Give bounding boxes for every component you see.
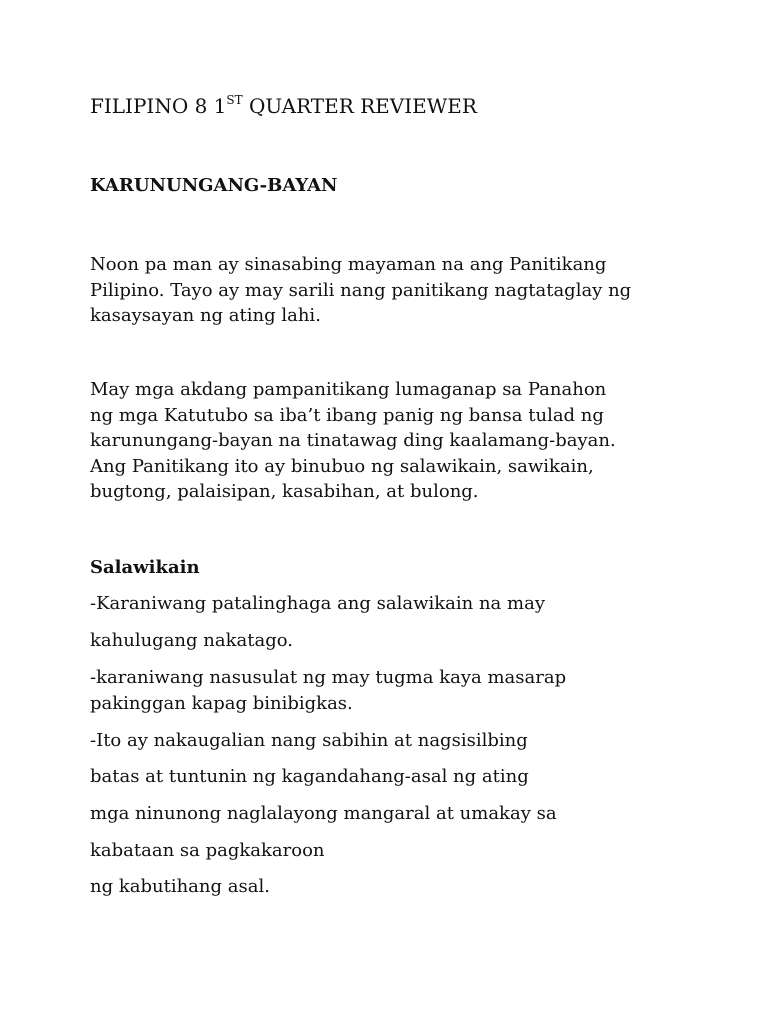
paragraph-line: May mga akdang pampanitikang lumaganap sa Panahon bbox=[90, 379, 607, 400]
paragraph-line: kasaysayan ng ating lahi. bbox=[90, 305, 321, 326]
salawikain-line: mga ninunong naglalayong mangaral at umakay sa bbox=[90, 803, 557, 824]
salawikain-line: -Karaniwang patalinghaga ang salawikain na may bbox=[90, 593, 545, 614]
paragraph-line: Ang Panitikang ito ay binubuo ng salawikain, sawikain, bbox=[90, 455, 594, 477]
title-text-suffix: QUARTER REVIEWER bbox=[242, 94, 477, 118]
subheading-salawikain: Salawikain bbox=[90, 557, 200, 578]
section-heading: KARUNUNGANG-BAYAN bbox=[90, 175, 338, 196]
paragraph-description bbox=[90, 377, 730, 505]
salawikain-line: ng kabutihang asal. bbox=[90, 876, 270, 897]
paragraph-line: ng mga Katutubo sa iba’t ibang panig ng bansa tulad ng bbox=[90, 404, 604, 426]
salawikain-line: kahulugang nakatago. bbox=[90, 630, 293, 651]
paragraph-line: karunungang-bayan na tinatawag ding kaalamang-bayan. bbox=[90, 430, 616, 451]
salawikain-line: pakinggan kapag binibigkas. bbox=[90, 693, 353, 714]
paragraph-line: Noon pa man ay sinasabing mayaman na ang Panitikang bbox=[90, 254, 607, 275]
paragraph-line: Pilipino. Tayo ay may sarili nang panitikang nagtataglay ng bbox=[90, 279, 632, 301]
title-ordinal-suffix: ST bbox=[226, 93, 243, 107]
paragraph-intro bbox=[90, 252, 730, 329]
salawikain-line: kabataan sa pagkakaroon bbox=[90, 840, 325, 861]
salawikain-line: batas at tuntunin ng kagandahang-asal ng ating bbox=[90, 766, 529, 787]
title-text: FILIPINO 8 1 bbox=[90, 94, 227, 118]
salawikain-line: -Ito ay nakaugalian nang sabihin at nagsisilbing bbox=[90, 730, 528, 751]
paragraph-line: bugtong, palaisipan, kasabihan, at bulong. bbox=[90, 481, 479, 502]
document-title bbox=[90, 92, 477, 120]
salawikain-line: -karaniwang nasusulat ng may tugma kaya masarap bbox=[90, 667, 567, 688]
